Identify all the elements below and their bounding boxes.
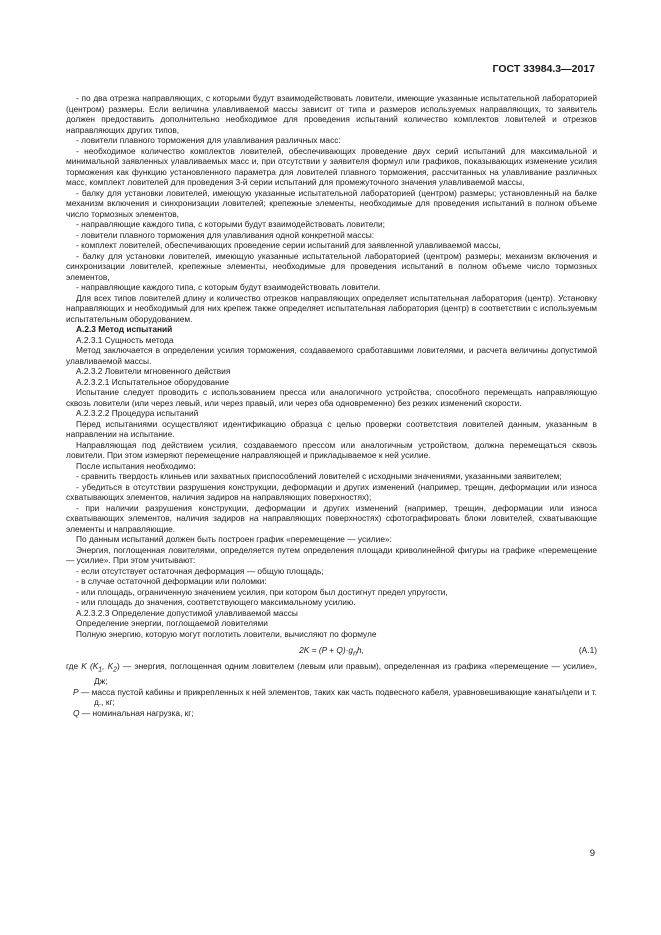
paragraph: - или площадь до значения, соответствующего максимальному усилию.: [76, 597, 356, 607]
document-body: [66, 93, 597, 718]
paragraph: - или площадь, ограниченную значением усилия, при котором был достигнут предел упругости,: [76, 586, 448, 597]
formula-expression: $2K = (P + Q)\cdot g_nh$,: [299, 645, 364, 658]
section-heading: А.2.3 Метод испытаний: [76, 324, 173, 334]
subsection-heading: А.2.3.2.2 Процедура испытаний: [76, 408, 199, 418]
subsection-heading: А.2.3.2.1 Испытательное оборудование: [76, 376, 229, 387]
paragraph: - при наличии разрушения конструкции, деформации и других изменений (например, трещин, деформации или износа схватывающих элементов, наличия задиров на направляющих поверхностях) сфотографировать блоки ловителей, схватывающие элементы и направляющие.: [66, 502, 597, 534]
definition-p: P — масса пустой кабины и прикрепленных к ней элементов, таких как часть подвесного кабеля, уравновешивающие канаты/цепи и т. д., кг;: [73, 686, 597, 708]
paragraph: - сравнить твердость клиньев или захватных приспособлений ловителей с исходными значениями, указанными заявителем;: [76, 471, 562, 481]
paragraph: - направляющие каждого типа, с которыми будут взаимодействовать ловители;: [76, 219, 385, 229]
paragraph: Для всех типов ловителей длину и количество отрезков направляющих определяет испытательная лаборатория (центр). Установку направляющих и необходимый для них крепеж также определяет испытательная лаборатория (центр) в соответствии с используемым испытательным оборудованием.: [66, 292, 597, 324]
paragraph: - по два отрезка направляющих, с которыми будут взаимодействовать ловители, имеющие указанные испытательной лабораторией (центром) размеры. Если величина улавливаемой массы зависит от типа и размеров используемых направляющих, то заявитель должен предоставить дополнительно необходимое для проведения испытаний количество комплектов ловителей и отрезков направляющих других типов,: [66, 93, 597, 135]
paragraph: - направляющие каждого типа, с которым будут взаимодействовать ловители.: [76, 282, 381, 292]
standard-header: ГОСТ 33984.3—2017: [492, 63, 595, 75]
paragraph: Перед испытаниями осуществляют идентификацию образца с целью проверки соответствия ловителей данным, указанным в направлении на испытание.: [66, 418, 597, 439]
paragraph: - балку для установки ловителей, имеющую указанные испытательной лабораторией (центром) размеры; установленный на балке механизм включения и синхронизации ловителей; крепежные элементы, необходимые для проведения испытаний в полном объеме число тормозных элементов,: [66, 187, 597, 219]
formula-a1: [66, 645, 597, 658]
formula-number: (А.1): [578, 645, 597, 655]
page-number: 9: [589, 848, 595, 859]
paragraph: - в случае остаточной деформации или поломки:: [76, 576, 267, 586]
subsection-heading: А.2.3.1 Сущность метода: [76, 334, 174, 345]
paragraph: - необходимое количество комплектов ловителей, обеспечивающих проведение двух серий испытаний для максимальной и минимальной заявленных улавливаемых масс и, при отсутствии у заявителя формул или графиков, показывающих изменение усилия торможения как функцию установленного параметра для ловителей плавного торможения, рассчитанных на улавливание различных масс, комплект ловителей для проведения 3-й серии испытаний для промежуточного значения улавливаемой массы,: [66, 145, 597, 187]
paragraph: - ловители плавного торможения для улавливания различных масс:: [76, 135, 341, 145]
definition-q: Q — номинальная нагрузка, кг;: [73, 707, 194, 718]
paragraph: - балку для установки ловителей, имеющую указанные испытательной лабораторией (центром) размеры; механизм включения и синхронизации ловителей, крепежные элементы, необходимые для проведения испытаний в полном объеме число тормозных элементов,: [66, 250, 597, 282]
definition-k: где K ($K_1$, $K_2$) — энергия, поглощенная одним ловителем (левым или правым), определенная из графика «перемещение — усилие», Дж;: [66, 661, 597, 687]
paragraph: Полную энергию, которую могут поглотить ловители, вычисляют по формуле: [76, 628, 377, 639]
paragraph: - убедиться в отсутствии разрушения конструкции, деформации и других изменений (например, трещин, деформации или износа схватывающих элементов, наличия задиров на направляющих поверхностях);: [66, 481, 597, 502]
paragraph: Определение энергии, поглощаемой ловителями: [76, 618, 268, 628]
paragraph: Направляющая под действием усилия, создаваемого прессом или аналогичным устройством, должна перемещаться сквозь ловители. При этом измеряют перемещение направляющей и прикладываемое к ней усилие.: [66, 439, 597, 460]
paragraph: Энергия, поглощенная ловителями, определяется путем определения площади криволинейной фигуры на графике «перемещение — усилие». При этом учитывают:: [66, 544, 597, 565]
paragraph: - если отсутствует остаточная деформация — общую площадь;: [76, 565, 324, 576]
paragraph: Метод заключается в определении усилия торможения, создаваемого сработавшими ловителями, и расчета величины допустимой улавливаемой массы.: [66, 345, 597, 366]
paragraph: По данным испытаний должен быть построен график «перемещение — усилие»:: [76, 534, 392, 544]
paragraph: Испытание следует проводить с использованием пресса или аналогичного устройства, способного перемещать направляющую сквозь ловители (или через левый, или через правый, или через оба одновременно) без резких изменений скорости.: [66, 387, 597, 408]
subsection-heading: А.2.3.2 Ловители мгновенного действия: [76, 366, 231, 376]
paragraph: - ловители плавного торможения для улавливания одной конкретной массы:: [76, 229, 375, 240]
subsection-heading: А.2.3.2.3 Определение допустимой улавливаемой массы: [76, 607, 298, 618]
paragraph: - комплект ловителей, обеспечивающих проведение серии испытаний для заявленной улавливаемой массы,: [76, 240, 501, 250]
paragraph: После испытания необходимо:: [76, 460, 196, 471]
